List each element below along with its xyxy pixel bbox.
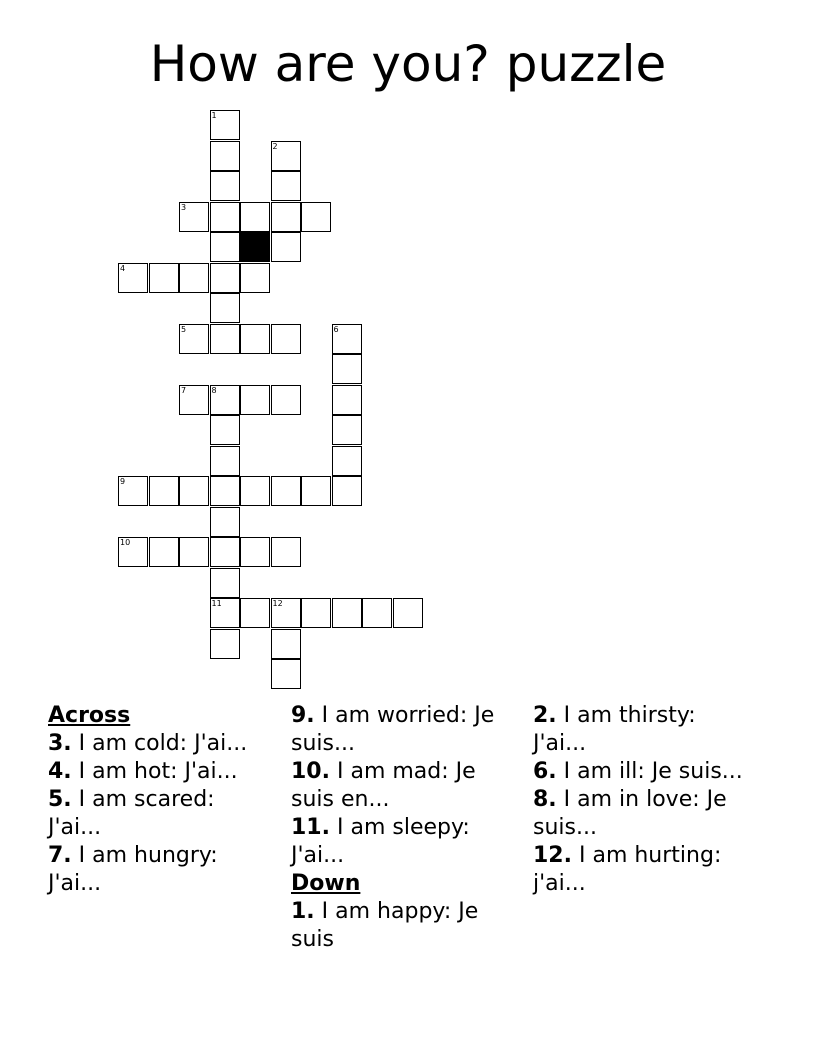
- grid-cell[interactable]: [393, 598, 423, 628]
- grid-cell[interactable]: [210, 141, 240, 171]
- grid-cell[interactable]: [149, 537, 179, 567]
- grid-cell[interactable]: [332, 385, 362, 415]
- grid-cell[interactable]: [149, 263, 179, 293]
- grid-cell[interactable]: [210, 415, 240, 445]
- clue-number: 12: [272, 599, 283, 608]
- down-clue-list-continued: [533, 702, 748, 898]
- grid-cell[interactable]: [271, 629, 301, 659]
- clue-number: 7: [181, 385, 187, 395]
- grid-cell[interactable]: [271, 385, 301, 415]
- grid-cell[interactable]: [271, 659, 301, 689]
- grid-cell[interactable]: [271, 141, 301, 171]
- clue-item-number: 6.: [533, 759, 557, 784]
- clue-number: 10: [120, 538, 131, 547]
- grid-cell[interactable]: [332, 324, 362, 354]
- clue-item: [48, 786, 263, 842]
- grid-cell[interactable]: [301, 476, 331, 506]
- clue-item-number: 4.: [48, 759, 72, 784]
- clue-item-number: 2.: [533, 703, 557, 728]
- clue-number: 11: [211, 599, 222, 608]
- clue-item-number: 8.: [533, 787, 557, 812]
- grid-cell[interactable]: [179, 324, 209, 354]
- grid-cell[interactable]: [210, 385, 240, 415]
- clue-item-text: I am hungry: J'ai...: [48, 843, 218, 896]
- clue-item-number: 11.: [291, 815, 330, 840]
- grid-cell[interactable]: [271, 537, 301, 567]
- grid-cell[interactable]: [240, 476, 270, 506]
- grid-cell[interactable]: [118, 476, 148, 506]
- grid-cell[interactable]: [210, 232, 240, 262]
- clue-item-text: I am sleepy: J'ai...: [291, 815, 470, 868]
- grid-cell[interactable]: [179, 476, 209, 506]
- grid-cell[interactable]: [210, 598, 240, 628]
- clue-number: 5: [181, 324, 187, 334]
- grid-cell[interactable]: [210, 568, 240, 598]
- clues-column-1: [48, 702, 263, 898]
- clues-column-3: [533, 702, 748, 898]
- clue-number: 8: [211, 385, 217, 395]
- clue-item-text: I am cold: J'ai...: [71, 731, 248, 756]
- grid-cell[interactable]: [210, 110, 240, 140]
- puzzle-title: How are you? puzzle: [149, 35, 667, 93]
- grid-cell[interactable]: [118, 537, 148, 567]
- grid-cell[interactable]: [240, 537, 270, 567]
- clue-number: 1: [211, 111, 217, 120]
- clue-item: [291, 758, 506, 814]
- clue-item: [533, 842, 748, 898]
- clue-number: 3: [181, 202, 187, 212]
- clue-item: [48, 842, 263, 898]
- clue-number: 4: [120, 263, 126, 273]
- grid-cell[interactable]: [271, 598, 301, 628]
- grid-cell[interactable]: [210, 324, 240, 354]
- grid-cell[interactable]: [210, 446, 240, 476]
- clue-item-number: 12.: [533, 843, 572, 868]
- grid-cell[interactable]: [271, 202, 301, 232]
- grid-cell[interactable]: [332, 415, 362, 445]
- grid-cell[interactable]: [271, 476, 301, 506]
- grid-cell[interactable]: [149, 476, 179, 506]
- clue-item-number: 3.: [48, 731, 72, 756]
- grid-cell[interactable]: [179, 385, 209, 415]
- clues-column-2: [291, 702, 506, 954]
- grid-cell[interactable]: [210, 263, 240, 293]
- grid-cell[interactable]: [210, 629, 240, 659]
- grid-cell[interactable]: [332, 354, 362, 384]
- clue-number: 2: [272, 141, 278, 151]
- clue-item-text: I am thirsty: J'ai...: [533, 703, 696, 756]
- grid-cell[interactable]: [118, 263, 148, 293]
- across-heading: Across: [48, 703, 131, 728]
- clue-item: [48, 758, 263, 786]
- grid-cell[interactable]: [301, 202, 331, 232]
- grid-cell[interactable]: [210, 476, 240, 506]
- clue-item-text: I am hurting: j'ai...: [533, 843, 722, 896]
- clue-item-text: I am hot: J'ai...: [71, 759, 238, 784]
- clue-item: [533, 786, 748, 842]
- across-clue-list-continued: [291, 702, 506, 870]
- clue-item-number: 1.: [291, 899, 315, 924]
- clue-item-number: 5.: [48, 787, 72, 812]
- grid-cell[interactable]: [210, 293, 240, 323]
- grid-cell[interactable]: [271, 171, 301, 201]
- grid-cell[interactable]: [179, 537, 209, 567]
- grid-cell[interactable]: [271, 232, 301, 262]
- grid-cell[interactable]: [332, 446, 362, 476]
- grid-cell[interactable]: [210, 171, 240, 201]
- grid-cell[interactable]: [210, 537, 240, 567]
- grid-cell[interactable]: [362, 598, 392, 628]
- grid-cell[interactable]: [210, 202, 240, 232]
- clue-item-text: I am scared: J'ai...: [48, 787, 215, 840]
- grid-cell[interactable]: [240, 263, 270, 293]
- grid-cell[interactable]: [240, 324, 270, 354]
- across-clue-list: [48, 730, 263, 898]
- clue-item: [291, 702, 506, 758]
- grid-cell[interactable]: [301, 598, 331, 628]
- clue-item-number: 9.: [291, 703, 315, 728]
- clue-item-text: I am worried: Je suis...: [291, 703, 495, 756]
- clue-item: [291, 898, 506, 954]
- grid-cell[interactable]: [179, 202, 209, 232]
- grid-cell[interactable]: [179, 263, 209, 293]
- grid-cell[interactable]: [240, 202, 270, 232]
- clue-item-number: 10.: [291, 759, 330, 784]
- clue-item-text: I am happy: Je suis: [291, 899, 479, 952]
- clue-number: 6: [333, 324, 339, 334]
- black-square: [240, 232, 270, 262]
- grid-cell[interactable]: [240, 598, 270, 628]
- down-heading: Down: [291, 871, 361, 896]
- clue-item-text: I am ill: Je suis...: [556, 759, 743, 784]
- clue-item: [533, 702, 748, 758]
- grid-cell[interactable]: [332, 476, 362, 506]
- clue-item-number: 7.: [48, 843, 72, 868]
- clue-number: 9: [120, 477, 126, 486]
- grid-cell[interactable]: [271, 324, 301, 354]
- grid-cell[interactable]: [240, 385, 270, 415]
- clue-item-text: I am in love: Je suis...: [533, 787, 727, 840]
- clue-item: [48, 730, 263, 758]
- down-clue-list: [291, 898, 506, 954]
- clue-item: [533, 758, 748, 786]
- clue-item-text: I am mad: Je suis en...: [291, 759, 476, 812]
- grid-cell[interactable]: [332, 598, 362, 628]
- grid-cell[interactable]: [210, 507, 240, 537]
- clue-item: [291, 814, 506, 870]
